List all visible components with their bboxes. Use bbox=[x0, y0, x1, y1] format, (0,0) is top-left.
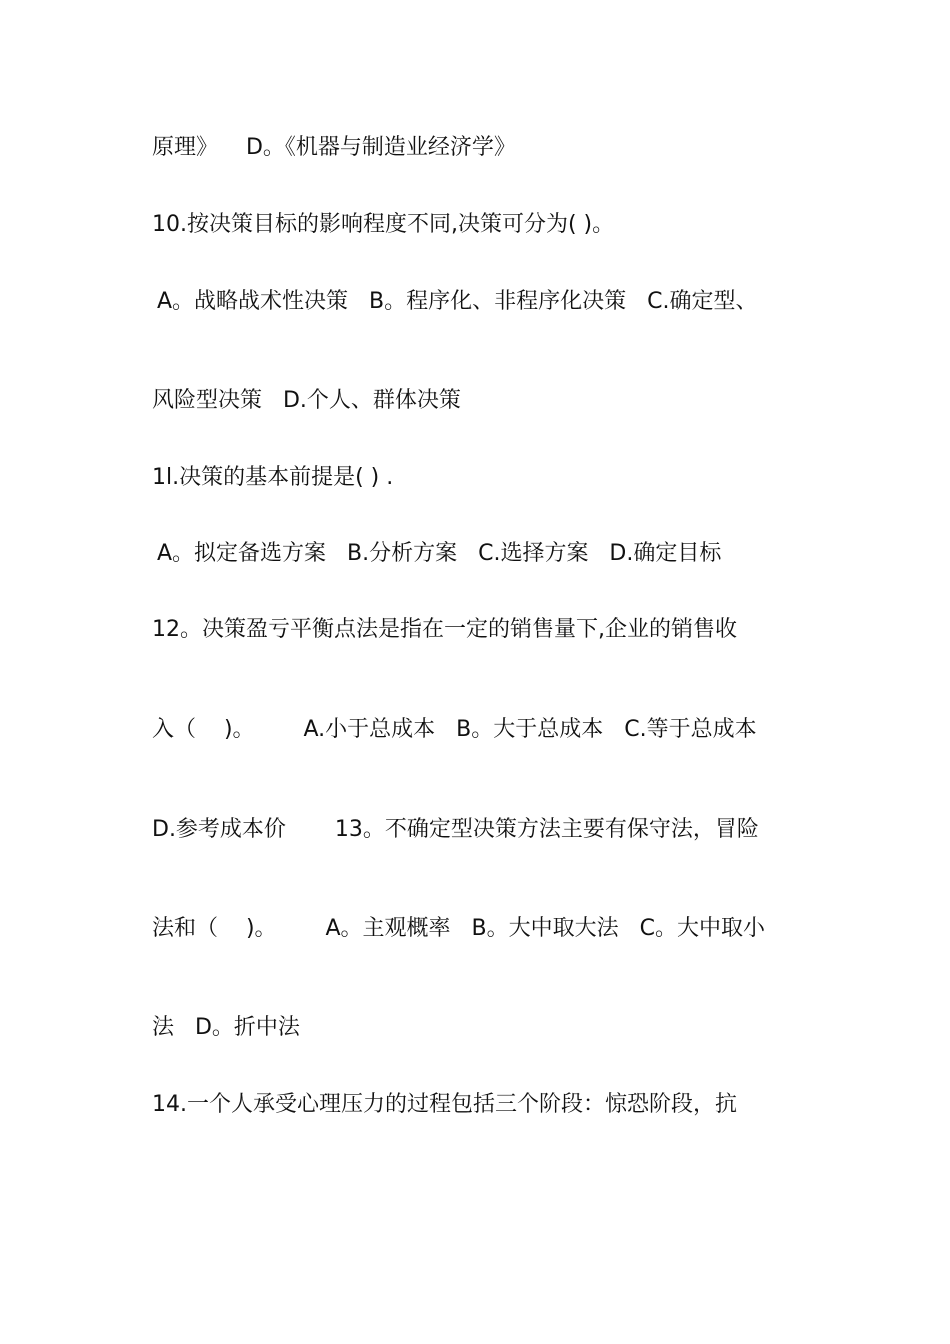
question-11-options: A。拟定备选方案 B.分析方案 C.选择方案 D.确定目标 bbox=[157, 541, 722, 566]
question-12-options: 入（ )。 A.小于总成本 B。大于总成本 C.等于总成本 bbox=[152, 717, 757, 742]
question-10: 10.按决策目标的影响程度不同,决策可分为( )。 bbox=[152, 212, 615, 237]
question-10-options-b: 风险型决策 D.个人、群体决策 bbox=[152, 388, 461, 413]
question-10-options-a: A。战略战术性决策 B。程序化、非程序化决策 C.确定型、 bbox=[157, 289, 758, 314]
question-12-13-line: D.参考成本价 13。不确定型决策方法主要有保守法，冒险 bbox=[152, 817, 759, 842]
question-11: 1l.决策的基本前提是( ) . bbox=[152, 465, 394, 490]
question-13-options-end: 法 D。折中法 bbox=[152, 1015, 300, 1040]
question-12: 12。决策盈亏平衡点法是指在一定的销售量下,企业的销售收 bbox=[152, 617, 737, 642]
question-14: 14.一个人承受心理压力的过程包括三个阶段：惊恐阶段，抗 bbox=[152, 1092, 737, 1117]
text-line-1: 原理》 D。《机器与制造业经济学》 bbox=[152, 135, 516, 160]
question-13-options: 法和（ )。 A。主观概率 B。大中取大法 C。大中取小 bbox=[152, 916, 765, 941]
